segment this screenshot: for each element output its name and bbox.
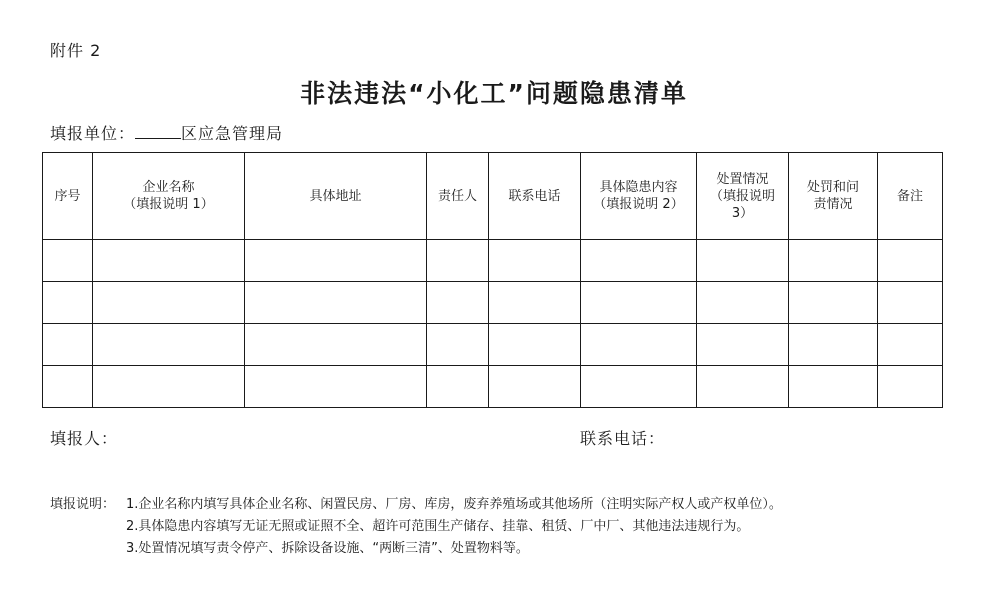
filling-instructions xyxy=(50,494,782,560)
table-cell[interactable] xyxy=(789,324,878,366)
table-cell[interactable] xyxy=(489,324,581,366)
table-row xyxy=(43,240,943,282)
attachment-label: 附件 2 xyxy=(50,41,102,60)
col-header-address: 具体地址 xyxy=(245,153,427,240)
table-cell[interactable] xyxy=(245,324,427,366)
table-cell[interactable] xyxy=(93,366,245,408)
table-cell[interactable] xyxy=(427,324,489,366)
instruction-item: 3.处置情况填写责令停产、拆除设备设施、“两断三清”、处置物料等。 xyxy=(126,541,529,556)
table-row xyxy=(43,324,943,366)
col-header-company: 企业名称 （填报说明 1） xyxy=(93,153,245,240)
table-cell[interactable] xyxy=(789,240,878,282)
table-cell[interactable] xyxy=(427,282,489,324)
table-cell[interactable] xyxy=(43,240,93,282)
table-cell[interactable] xyxy=(489,282,581,324)
table-row xyxy=(43,282,943,324)
table-cell[interactable] xyxy=(43,366,93,408)
col-header-seq: 序号 xyxy=(43,153,93,240)
col-header-disposal: 处置情况 （填报说明 3） xyxy=(697,153,789,240)
table-cell[interactable] xyxy=(43,282,93,324)
table-cell[interactable] xyxy=(878,240,943,282)
table-cell[interactable] xyxy=(581,240,697,282)
table-cell[interactable] xyxy=(489,240,581,282)
table-cell[interactable] xyxy=(878,282,943,324)
table-cell[interactable] xyxy=(878,366,943,408)
table-cell[interactable] xyxy=(581,366,697,408)
table-cell[interactable] xyxy=(427,240,489,282)
table-cell[interactable] xyxy=(245,366,427,408)
table-row xyxy=(43,366,943,408)
table-cell[interactable] xyxy=(697,282,789,324)
instruction-item: 2.具体隐患内容填写无证无照或证照不全、超许可范围生产储存、挂靠、租赁、厂中厂、其他违法违规行为。 xyxy=(126,519,750,534)
table-cell[interactable] xyxy=(427,366,489,408)
col-header-responsible: 责任人 xyxy=(427,153,489,240)
table-cell[interactable] xyxy=(93,324,245,366)
table-cell[interactable] xyxy=(245,282,427,324)
unit-blank xyxy=(135,138,181,139)
col-header-penalty: 处罚和问 责情况 xyxy=(789,153,878,240)
table-cell[interactable] xyxy=(581,324,697,366)
table-cell[interactable] xyxy=(489,366,581,408)
header-row xyxy=(43,153,943,240)
reporter-label: 填报人： xyxy=(50,429,119,448)
col-header-remarks: 备注 xyxy=(878,153,943,240)
contact-phone-label: 联系电话： xyxy=(580,429,666,448)
col-header-phone: 联系电话 xyxy=(489,153,581,240)
table-cell[interactable] xyxy=(581,282,697,324)
table-cell[interactable] xyxy=(697,366,789,408)
unit-name: 区应急管理局 xyxy=(181,124,284,143)
unit-label: 填报单位： xyxy=(50,124,136,143)
instructions-lead: 填报说明： xyxy=(50,497,116,512)
col-header-hazard: 具体隐患内容 （填报说明 2） xyxy=(581,153,697,240)
table-cell[interactable] xyxy=(43,324,93,366)
table-cell[interactable] xyxy=(93,282,245,324)
table-cell[interactable] xyxy=(245,240,427,282)
page-title: 非法违法“小化工”问题隐患清单 xyxy=(300,79,688,108)
table-cell[interactable] xyxy=(93,240,245,282)
table-cell[interactable] xyxy=(697,240,789,282)
hazard-list-table xyxy=(42,152,943,408)
table-cell[interactable] xyxy=(789,282,878,324)
table-cell[interactable] xyxy=(878,324,943,366)
table-cell[interactable] xyxy=(697,324,789,366)
reporting-unit-line xyxy=(50,121,283,144)
table-cell[interactable] xyxy=(789,366,878,408)
instruction-item: 填报说明： 1.企业名称内填写具体企业名称、闲置民房、厂房、库房，废弃养殖场或其他场所（注明实际产权人或产权单位）。 xyxy=(50,494,782,516)
